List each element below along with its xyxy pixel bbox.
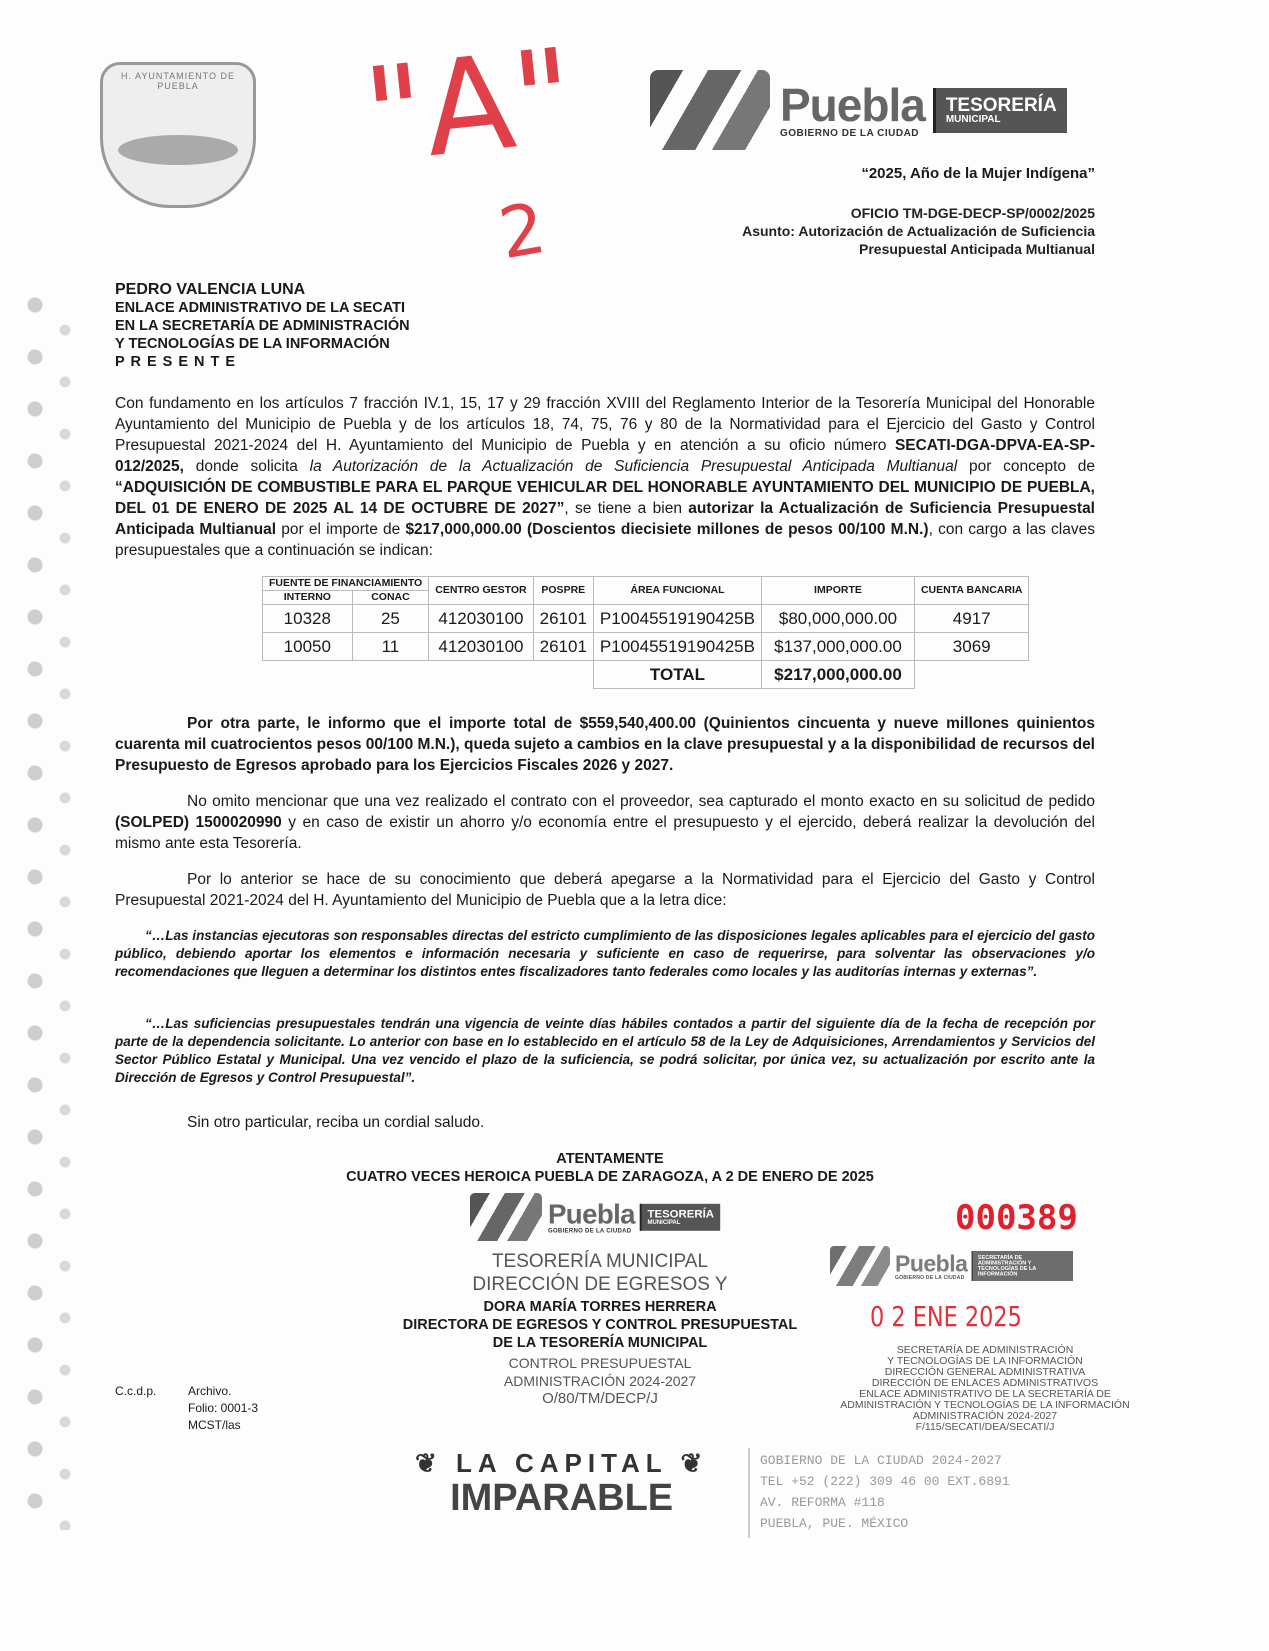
stamp-administration: ADMINISTRACIÓN 2024-2027 [503, 1373, 697, 1389]
year-motto: “2025, Año de la Mujer Indígena” [861, 165, 1095, 182]
budget-table: FUENTE DE FINANCIAMIENTO CENTRO GESTOR POSPRE ÁREA FUNCIONAL IMPORTE CUENTA BANCARIA INTERNO CONAC 10328 25 412030100 26101 P10045519190425B $80,000,000.00 4917 10050 11 412030100 26101 P10045519190425B $137,000,000.00 3069 TOTAL $217,000,000.00 [262, 576, 1029, 689]
closing: Sin otro particular, reciba un cordial saludo. [187, 1114, 485, 1131]
wing-icon: ❦ [680, 1448, 709, 1478]
signatory-title-1: DIRECTORA DE EGRESOS Y CONTROL PRESUPUESTAL [402, 1317, 798, 1333]
table-row: 10328 25 412030100 26101 P10045519190425B $80,000,000.00 4917 [263, 605, 1029, 633]
handwritten-mark: "A" [357, 19, 581, 193]
oficio-number: OFICIO TM-DGE-DECP-SP/0002/2025 [850, 205, 1095, 221]
quote-1: “…Las instancias ejecutoras son responsables directas del estricto cumplimiento de las disposiciones legales aplicables para el ejercicio del gasto público, debiendo aportar los elementos e información necesaria y suficiente en caso de requerirse, para solventar las observaciones y/o recomendaciones que lleguen a determinar los distintos entes fiscalizadores tanto federales como locales y las auditorías internas y externas”. [115, 928, 1095, 979]
wing-icon: ❦ [415, 1448, 443, 1478]
puebla-tesoreria-logo: Puebla GOBIERNO DE LA CIUDAD TESORERÍA MUNICIPAL [650, 70, 1067, 150]
logo-emblem-icon [650, 70, 770, 150]
reception-folio: 000389 [955, 1198, 1078, 1238]
footer-contact: GOBIERNO DE LA CIUDAD 2024-2027 TEL +52 (222) 309 46 00 EXT.6891 AV. REFORMA #118 PUEBLA, PUE. MÉXICO [760, 1453, 1010, 1531]
footer-divider [748, 1448, 750, 1538]
shield-text: H. AYUNTAMIENTO DE PUEBLA [120, 71, 235, 91]
recipient-block: PEDRO VALENCIA LUNA ENLACE ADMINISTRATIVO DE LA SECATI EN LA SECRETARÍA DE ADMINISTRACIÓN Y TECNOLOGÍAS DE LA INFORMACIÓN P R E S E N T E [115, 281, 410, 370]
logo-emblem-icon [470, 1193, 542, 1241]
logo-emblem-icon [830, 1246, 890, 1286]
paragraph-3: No omito mencionar que una vez realizado el contrato con el proveedor, sea capturado el monto exacto en su solicitud de pedido (SOLPED) 1500020990 y en caso de existir un ahorro y/o economía entre el presupuesto y el ejercido, deberá realizar la devolución del mismo ante esta Tesorería. [115, 793, 1095, 852]
paragraph-1: Con fundamento en los artículos 7 fracción IV.1, 15, 17 y 29 fracción XVIII del Reglamento Interior de la Tesorería Municipal del Honorable Ayuntamiento del Municipio de Puebla y de los artículos 18, 74, 75, 76 y 80 de la Normatividad para el Ejercicio del Gasto y Control Presupuestal 2021-2024 del H. Ayuntamiento del Municipio de Puebla y en atención a su oficio número SECATI-DGA-DPVA-EA-SP-012/2025, donde solicita la Autorización de la Actualización de Suficiencia Presupuestal Anticipada Multianual por concepto de “ADQUISICIÓN DE COMBUSTIBLE PARA EL PARQUE VEHICULAR DEL HONORABLE AYUNTAMIENTO DEL MUNICIPIO DE PUEBLA, DEL 01 DE ENERO DE 2025 AL 14 DE OCTUBRE DE 2027”, se tiene a bien autorizar la Actualización de Suficiencia Presupuestal Anticipada Multianual por el importe de $217,000,000.00 (Doscientos diecisiete millones de pesos 00/100 M.N.), con cargo a las claves presupuestales que a continuación se indican: [115, 395, 1095, 559]
place-date: CUATRO VECES HEROICA PUEBLA DE ZARAGOZA, A 2 DE ENERO DE 2025 [346, 1169, 874, 1185]
subject-line-1: Asunto: Autorización de Actualización de Suficiencia [742, 223, 1095, 239]
stamp-control: CONTROL PRESUPUESTAL [508, 1355, 692, 1371]
paragraph-2: Por otra parte, le informo que el importe total de $559,540,400.00 (Quinientos cincuenta y nueve millones quinientos cuarenta mil cuatrocientos pesos 00/100 M.N.), queda sujeto a cambios en la clave presupuestal y a la disponibilidad de recursos del Presupuesto de Egresos aprobado para los Ejercicios Fiscales 2026 y 2027. [115, 715, 1095, 774]
table-row: 10050 11 412030100 26101 P10045519190425B $137,000,000.00 3069 [263, 633, 1029, 661]
tesoreria-stamp: TESORERÍA MUNICIPAL DIRECCIÓN DE EGRESOS Y [472, 1251, 728, 1295]
atentamente: ATENTAMENTE [556, 1151, 664, 1167]
ccp-label: C.c.d.p. [115, 1384, 157, 1398]
paragraph-4: Por lo anterior se hace de su conocimiento que deberá apegarse a la Normatividad para el Ejercicio del Gasto y Control Presupuestal 2021-2024 del H. Ayuntamiento del Municipio de Puebla que a la letra dice: [115, 871, 1095, 909]
reception-stamp: SECRETARÍA DE ADMINISTRACIÓN Y TECNOLOGÍAS DE LA INFORMACIÓN DIRECCIÓN GENERAL ADMINISTRATIVA DIRECCIÓN DE ENLACES ADMINISTRATIVOS ENLACE ADMINISTRATIVO DE LA SECRETARÍA DE ADMINISTRACIÓN Y TECNOLOGÍAS DE LA INFORMACIÓN ADMINISTRACIÓN 2024-2027 F/115/SECATI/DEA/SECATI/J [840, 1344, 1130, 1433]
signature-logo: Puebla GOBIERNO DE LA CIUDAD TESORERÍA MUNICIPAL [470, 1193, 720, 1241]
ccp-list: Archivo. Folio: 0001-3 MCST/las [188, 1384, 259, 1432]
signatory-name: DORA MARÍA TORRES HERRERA [483, 1299, 717, 1315]
secati-logo: Puebla GOBIERNO DE LA CIUDAD SECRETARÍA DE ADMINISTRACIÓN Y TECNOLOGÍAS DE LA INFORMACIÓN [830, 1246, 1073, 1286]
decorative-border-pattern [20, 290, 80, 1530]
municipal-shield-logo [100, 62, 256, 208]
quote-2: “…Las suficiencias presupuestales tendrán una vigencia de veinte días hábiles contados a partir del siguiente día de la fecha de recepción por parte de la dependencia solicitante. Lo anterior con base en lo establecido en el artículo 58 de la Ley de Adquisiciones, Arrendamientos y Servicios del Sector Público Estatal y Municipal. Una vez vencido el plazo de la suficiencia, se podrá solicitar, por única vez, su actualización por escrito ante la Dirección de Egresos y Control Presupuestal”. [115, 1016, 1095, 1085]
signatory-title-2: DE LA TESORERÍA MUNICIPAL [492, 1335, 708, 1351]
handwritten-number: 2 [493, 186, 552, 276]
la-capital-imparable-logo: ❦ LA CAPITAL ❦ IMPARABLE [415, 1448, 709, 1519]
stamp-code: O/80/TM/DECP/J [542, 1390, 658, 1407]
reception-date-stamp: 0 2 ENE 2025 [870, 1300, 1022, 1333]
subject-line-2: Presupuestal Anticipada Multianual [859, 241, 1095, 257]
table-total-row: TOTAL $217,000,000.00 [263, 661, 1029, 689]
